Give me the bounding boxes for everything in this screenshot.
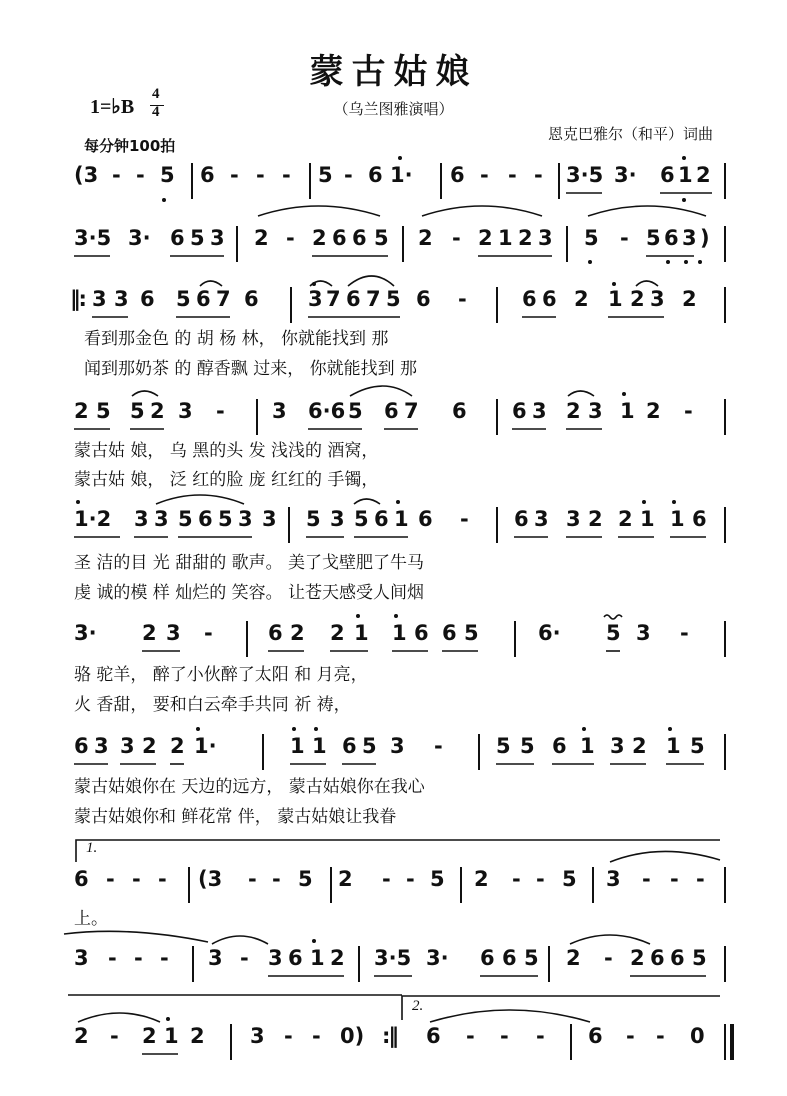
note: 6 [374,507,389,531]
note: 1 [290,734,305,758]
note: 5 [96,399,111,423]
note: - [284,1024,293,1048]
note: 7 [216,287,231,311]
note: 6 [288,946,303,970]
note: 3 [330,507,345,531]
note: 2 [142,621,157,645]
note: 3 [250,1024,265,1048]
note: 1 [580,734,595,758]
note: 5 [362,734,377,758]
note: 6 [588,1024,603,1048]
note: 0 [690,1024,705,1048]
note: 6 [452,399,467,423]
note: 3·5 [566,163,604,187]
note: 3 [610,734,625,758]
note: 3 [538,226,553,250]
note: 5 [130,399,145,423]
note: 5 [306,507,321,531]
note: 5 [178,507,193,531]
note: 2 [312,226,327,250]
note: - [406,867,415,891]
note: 2 [630,287,645,311]
note: 5 [160,163,175,187]
note: 2 [330,621,345,645]
note: 3 [74,946,89,970]
note: 6 [664,226,679,250]
note: 3 [636,621,651,645]
note: - [480,163,489,187]
note: 3 [262,507,277,531]
note: 6 [346,287,361,311]
note: - [282,163,291,187]
note: 6 [552,734,567,758]
note: 2 [330,946,345,970]
note: 3·5 [74,226,112,250]
note: 3 [92,287,107,311]
note: 3 [566,507,581,531]
note: 5 [520,734,535,758]
note: 1 [354,621,369,645]
note: 2 [150,399,165,423]
note: 1 [312,734,327,758]
note: - [286,226,295,250]
note: 3 [534,507,549,531]
note: 7 [366,287,381,311]
note: 5 [374,226,389,250]
note: - [680,621,689,645]
note: 6 [522,287,537,311]
note: 6 [418,507,433,531]
note: - [536,1024,545,1048]
note: 3 [238,507,253,531]
note: 2 [646,399,661,423]
note: 5 [298,867,313,891]
note: 3 [154,507,169,531]
note: - [684,399,693,423]
note: 1 [310,946,325,970]
note: - [452,226,461,250]
note: 5 [606,621,621,645]
note: 5 [464,621,479,645]
note: - [112,163,121,187]
first-ending-label: 1. [86,840,98,856]
singer-subtitle: （乌兰图雅演唱） [333,100,454,118]
note: 3 [588,399,603,423]
note: - [272,867,281,891]
note: 6 [268,621,283,645]
note: 2 [290,621,305,645]
note: - [240,946,249,970]
note: 1 [666,734,681,758]
note: 5 [430,867,445,891]
note: 1 [608,287,623,311]
note: 3 [532,399,547,423]
note: 6 [140,287,155,311]
note: - [534,163,543,187]
note: - [160,946,169,970]
note: - [256,163,265,187]
note: - [248,867,257,891]
note: 3·5 [374,946,412,970]
note: 6 [200,163,215,187]
note: - [466,1024,475,1048]
note: 6 [542,287,557,311]
note: 2 [142,1024,157,1048]
note: 1 [670,507,685,531]
note: (3 [74,163,99,187]
note: 1 [620,399,635,423]
note: 2 [478,226,493,250]
note: 2 [696,163,711,187]
note: 5 [318,163,333,187]
note: 6 [670,946,685,970]
note: 3 [650,287,665,311]
note: 3· [614,163,637,187]
note: 6 [416,287,431,311]
note: 5 [646,226,661,250]
note: - [536,867,545,891]
note: 3 [272,399,287,423]
note: 6 [332,226,347,250]
note: 2 [682,287,697,311]
note: 3 [114,287,129,311]
note: - [134,946,143,970]
note: 2 [254,226,269,250]
note: 6 [414,621,429,645]
note: - [696,867,705,891]
note: 2 [74,399,89,423]
note: 2 [618,507,633,531]
note: 7 [326,287,341,311]
note: - [500,1024,509,1048]
note: 6 [342,734,357,758]
note: 6 [660,163,675,187]
note: 3 [120,734,135,758]
lyric-line: 虔 诚的模 样 灿烂的 笑容。 让苍天感受人间烟 [74,583,425,603]
note: 1 [678,163,693,187]
note: 3 [208,946,223,970]
lyric-line: 闻到那奶茶 的 醇香飘 过来， 你就能找到 那 [84,359,418,379]
note: 6 [450,163,465,187]
note: 3· [426,946,449,970]
note: 5 [692,946,707,970]
note: - [108,946,117,970]
note: 1· [194,734,217,758]
lyric-line: 蒙古姑 娘， 乌 黑的头 发 浅浅的 酒窝， [74,441,379,461]
note: 3 [166,621,181,645]
lyric-line: 蒙古姑 娘， 泛 红的脸 庞 红红的 手镯， [74,470,379,490]
note: 6 [426,1024,441,1048]
time-signature-top: 4 [152,86,160,102]
note: - [642,867,651,891]
note: 6 [198,507,213,531]
note: 6 [650,946,665,970]
note: ) [700,226,710,250]
note: 2 [142,734,157,758]
note: 2 [338,867,353,891]
note: 3 [210,226,225,250]
note: 6 [244,287,259,311]
note: 6· [538,621,561,645]
note: - [512,867,521,891]
note: - [620,226,629,250]
note: 5 [354,507,369,531]
lyric-line: 圣 洁的目 光 甜甜的 歌声。 美了戈壁肥了牛马 [74,553,425,573]
time-signature-bottom: 4 [152,104,160,120]
note: 3 [390,734,405,758]
note: 6·6 [308,399,346,423]
note: 2 [170,734,185,758]
note: 1 [392,621,407,645]
note: 2 [190,1024,205,1048]
note: - [312,1024,321,1048]
note: 5 [562,867,577,891]
note: 6 [170,226,185,250]
note: 3 [308,287,323,311]
note: 6 [692,507,707,531]
note: 1 [498,226,513,250]
note: 1 [394,507,409,531]
note: 5 [690,734,705,758]
repeat-start: ‖: [70,287,85,311]
note: 1· [390,163,413,187]
note: 2 [566,946,581,970]
note: - [626,1024,635,1048]
composer-credit: 恩克巴雅尔（和平）词曲 [548,125,714,143]
note: - [158,867,167,891]
note: 3 [134,507,149,531]
note: - [434,734,443,758]
note: 1 [640,507,655,531]
note: - [604,946,613,970]
note: 7 [404,399,419,423]
note: 5 [176,287,191,311]
note: 5 [348,399,363,423]
note: 6 [368,163,383,187]
note: 2 [574,287,589,311]
note: - [508,163,517,187]
note: 6 [512,399,527,423]
note: 5 [218,507,233,531]
note: 5 [190,226,205,250]
second-ending-label: 2. [412,998,424,1014]
note: 5 [524,946,539,970]
note: 3 [94,734,109,758]
note: 5 [496,734,511,758]
note: - [382,867,391,891]
note: - [106,867,115,891]
note: 6 [74,867,89,891]
note: 2 [630,946,645,970]
note: - [110,1024,119,1048]
note: 2 [518,226,533,250]
note: (3 [198,867,223,891]
song-title: 蒙古姑娘 [309,52,478,92]
lyric-line: 蒙古姑娘你和 鲜花常 伴， 蒙古姑娘让我眷 [74,807,397,827]
note: - [204,621,213,645]
note: 3 [178,399,193,423]
note: 2 [418,226,433,250]
note: 3 [268,946,283,970]
lyric-line: 看到那金色 的 胡 杨 林， 你就能找到 那 [84,329,389,349]
lyric-line: 骆 驼羊， 醉了小伙醉了太阳 和 月亮， [74,665,368,685]
note: 3· [74,621,97,645]
note: - [132,867,141,891]
note: - [136,163,145,187]
note: - [216,399,225,423]
lyric-line: 火 香甜， 要和白云牵手共同 祈 祷， [74,695,351,715]
tempo-marking: 每分钟100拍 [84,137,176,155]
lyric-line: 蒙古姑娘你在 天边的远方， 蒙古姑娘你在我心 [74,777,425,797]
note: 2 [474,867,489,891]
note: 5 [584,226,599,250]
note: 5 [386,287,401,311]
note: - [230,163,239,187]
note: 6 [442,621,457,645]
note: 1·2 [74,507,112,531]
note: 3 [682,226,697,250]
note: - [460,507,469,531]
note: 2 [74,1024,89,1048]
note: 2 [588,507,603,531]
key-signature: 1=♭B [90,96,135,118]
note: 6 [352,226,367,250]
lyric-line: 上。 [74,909,108,929]
note: 6 [196,287,211,311]
note: 6 [480,946,495,970]
note: 1 [164,1024,179,1048]
note: 2 [632,734,647,758]
note: - [656,1024,665,1048]
repeat-end: :‖ [382,1024,397,1048]
note: - [670,867,679,891]
note: 6 [74,734,89,758]
note: 6 [502,946,517,970]
note: - [344,163,353,187]
note: - [458,287,467,311]
note: 3 [606,867,621,891]
note: 6 [384,399,399,423]
note: 6 [514,507,529,531]
note: 0) [340,1024,365,1048]
note: 2 [566,399,581,423]
note: 3· [128,226,151,250]
